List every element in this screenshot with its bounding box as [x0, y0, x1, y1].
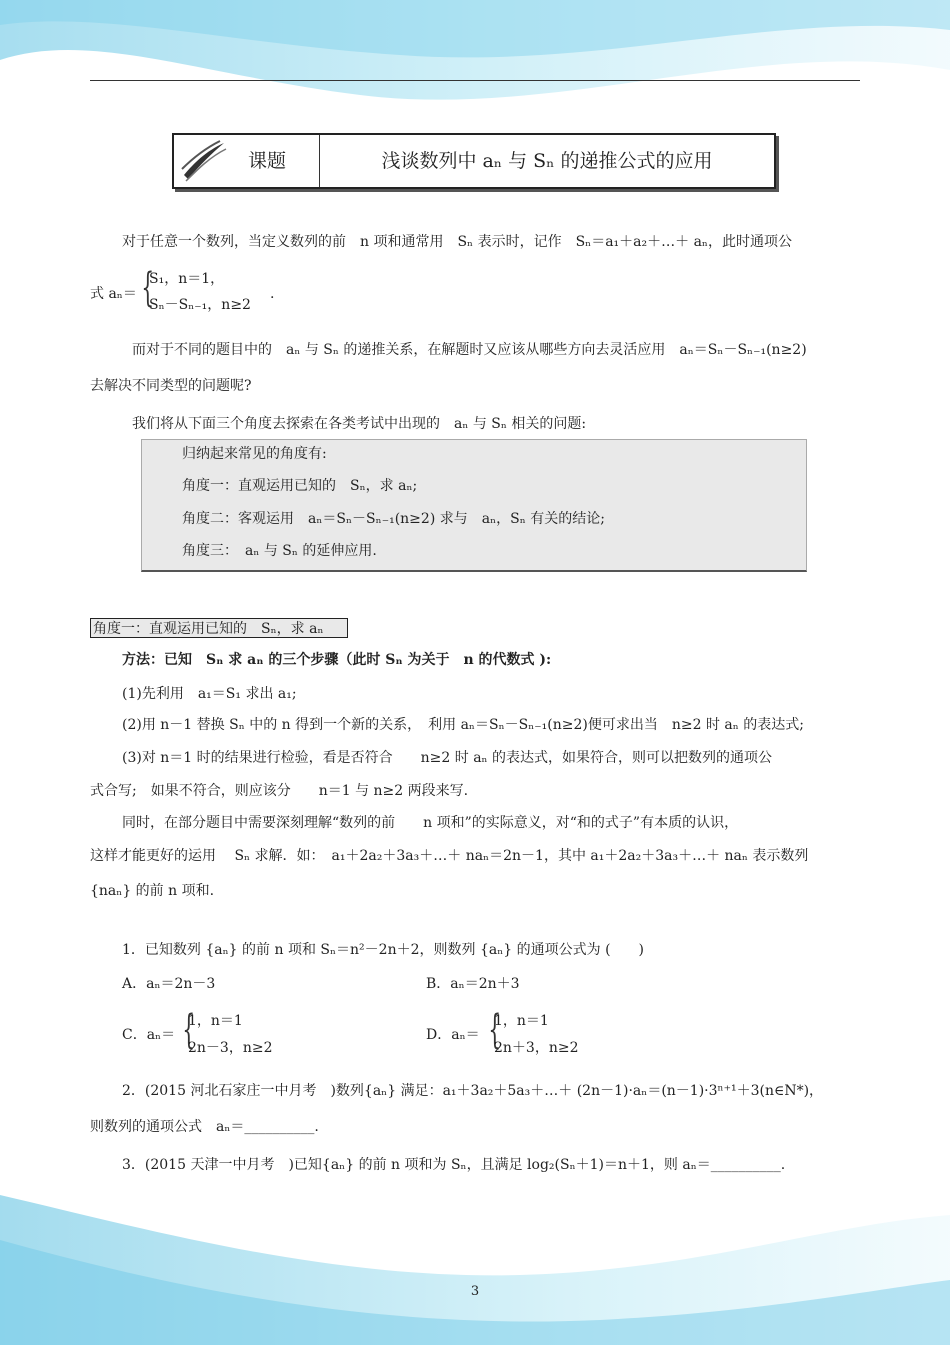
option-b: B．aₙ＝2n＋3 — [426, 976, 520, 992]
formula-end: . — [270, 286, 275, 302]
intro-line-4: 去解决不同类型的问题呢? — [90, 378, 252, 394]
formula-prefix: 式 aₙ＝ — [90, 286, 137, 302]
option-d-case-1: 1，n＝1 — [494, 1013, 549, 1029]
angle-1: 角度一：直观运用已知的 Sₙ，求 aₙ; — [182, 478, 418, 494]
page-title: 浅谈数列中 aₙ 与 Sₙ 的递推公式的应用 — [381, 150, 713, 172]
option-a: A．aₙ＝2n－3 — [122, 976, 216, 992]
brush-logo-icon — [174, 135, 232, 187]
question-2-b: 则数列的通项公式 aₙ＝__________. — [90, 1119, 319, 1135]
angles-box — [141, 439, 807, 572]
section-heading: 角度一：直观运用已知的 Sₙ，求 aₙ — [90, 618, 348, 638]
title-box — [172, 133, 776, 189]
question-1: 1．已知数列 {aₙ} 的前 n 项和 Sₙ＝n²－2n＋2，则数列 {aₙ} 的通项公式为 ( ) — [122, 942, 644, 958]
option-c-case-1: 1，n＝1 — [188, 1013, 243, 1029]
left-brace-icon: { — [141, 265, 155, 311]
paragraph-1: 同时，在部分题目中需要深刻理解“数列的前 n 项和”的实际意义，对“和的式子”有本质的认识， — [122, 815, 739, 831]
method-line: 方法：已知 Sₙ 求 aₙ 的三个步骤（此时 Sₙ 为关于 n 的代数式 ): — [122, 652, 552, 668]
question-2-a: 2．(2015 河北石家庄一中月考 )数列{aₙ} 满足：a₁＋3a₂＋5a₃＋…＋ (2n－1)·aₙ＝(n－1)·3ⁿ⁺¹＋3(n∈N*)， — [122, 1083, 824, 1099]
option-d-case-2: 2n＋3，n≥2 — [494, 1040, 579, 1056]
angle-3: 角度三： aₙ 与 Sₙ 的延伸应用. — [182, 543, 377, 559]
step-1: (1)先利用 a₁＝S₁ 求出 a₁; — [122, 686, 297, 702]
page-number: 3 — [470, 1284, 480, 1299]
step-3-a: (3)对 n＝1 时的结果进行检验，看是否符合 n≥2 时 aₙ 的表达式，如果符合，则可以把数列的通项公 — [122, 750, 773, 766]
intro-line-1: 对于任意一个数列，当定义数列的前 n 项和通常用 Sₙ 表示时，记作 Sₙ＝a₁＋a₂＋…＋ aₙ，此时通项公 — [122, 234, 792, 250]
paragraph-2: 这样才能更好的运用 Sₙ 求解．如： a₁＋2a₂＋3a₃＋…＋ naₙ＝2n－1，其中 a₁＋2a₂＋3a₃＋…＋ naₙ 表示数列 — [90, 848, 809, 864]
step-2: (2)用 n－1 替换 Sₙ 中的 n 得到一个新的关系， 利用 aₙ＝Sₙ－Sₙ₋₁(n≥2)便可求出当 n≥2 时 aₙ 的表达式; — [122, 717, 804, 733]
option-d-label: D．aₙ＝ — [426, 1027, 480, 1043]
left-brace-icon: { — [182, 1007, 196, 1053]
title-label: 课题 — [232, 135, 320, 187]
formula-case-1: S₁，n＝1， — [149, 271, 225, 287]
intro-line-5: 我们将从下面三个角度去探索在各类考试中出现的 aₙ 与 Sₙ 相关的问题: — [132, 416, 587, 432]
angles-heading: 归纳起来常见的角度有: — [182, 446, 327, 462]
question-3: 3．(2015 天津一中月考 )已知{aₙ} 的前 n 项和为 Sₙ，且满足 log₂(Sₙ＋1)＝n＋1，则 aₙ＝__________. — [122, 1157, 786, 1173]
option-c-label: C．aₙ＝ — [122, 1027, 176, 1043]
paragraph-3: {naₙ} 的前 n 项和. — [90, 883, 215, 899]
angle-2: 角度二：客观运用 aₙ＝Sₙ－Sₙ₋₁(n≥2) 求与 aₙ，Sₙ 有关的结论; — [182, 511, 605, 527]
option-c-case-2: 2n－3，n≥2 — [188, 1040, 273, 1056]
step-3-b: 式合写; 如果不符合，则应该分 n＝1 与 n≥2 两段来写. — [90, 783, 469, 799]
header-rule — [90, 80, 860, 81]
formula-case-2: Sₙ－Sₙ₋₁，n≥2 — [149, 297, 251, 313]
left-brace-icon: { — [488, 1007, 502, 1053]
intro-line-3: 而对于不同的题目中的 aₙ 与 Sₙ 的递推关系，在解题时又应该从哪些方向去灵活应用 aₙ＝Sₙ－Sₙ₋₁(n≥2) — [132, 342, 807, 358]
